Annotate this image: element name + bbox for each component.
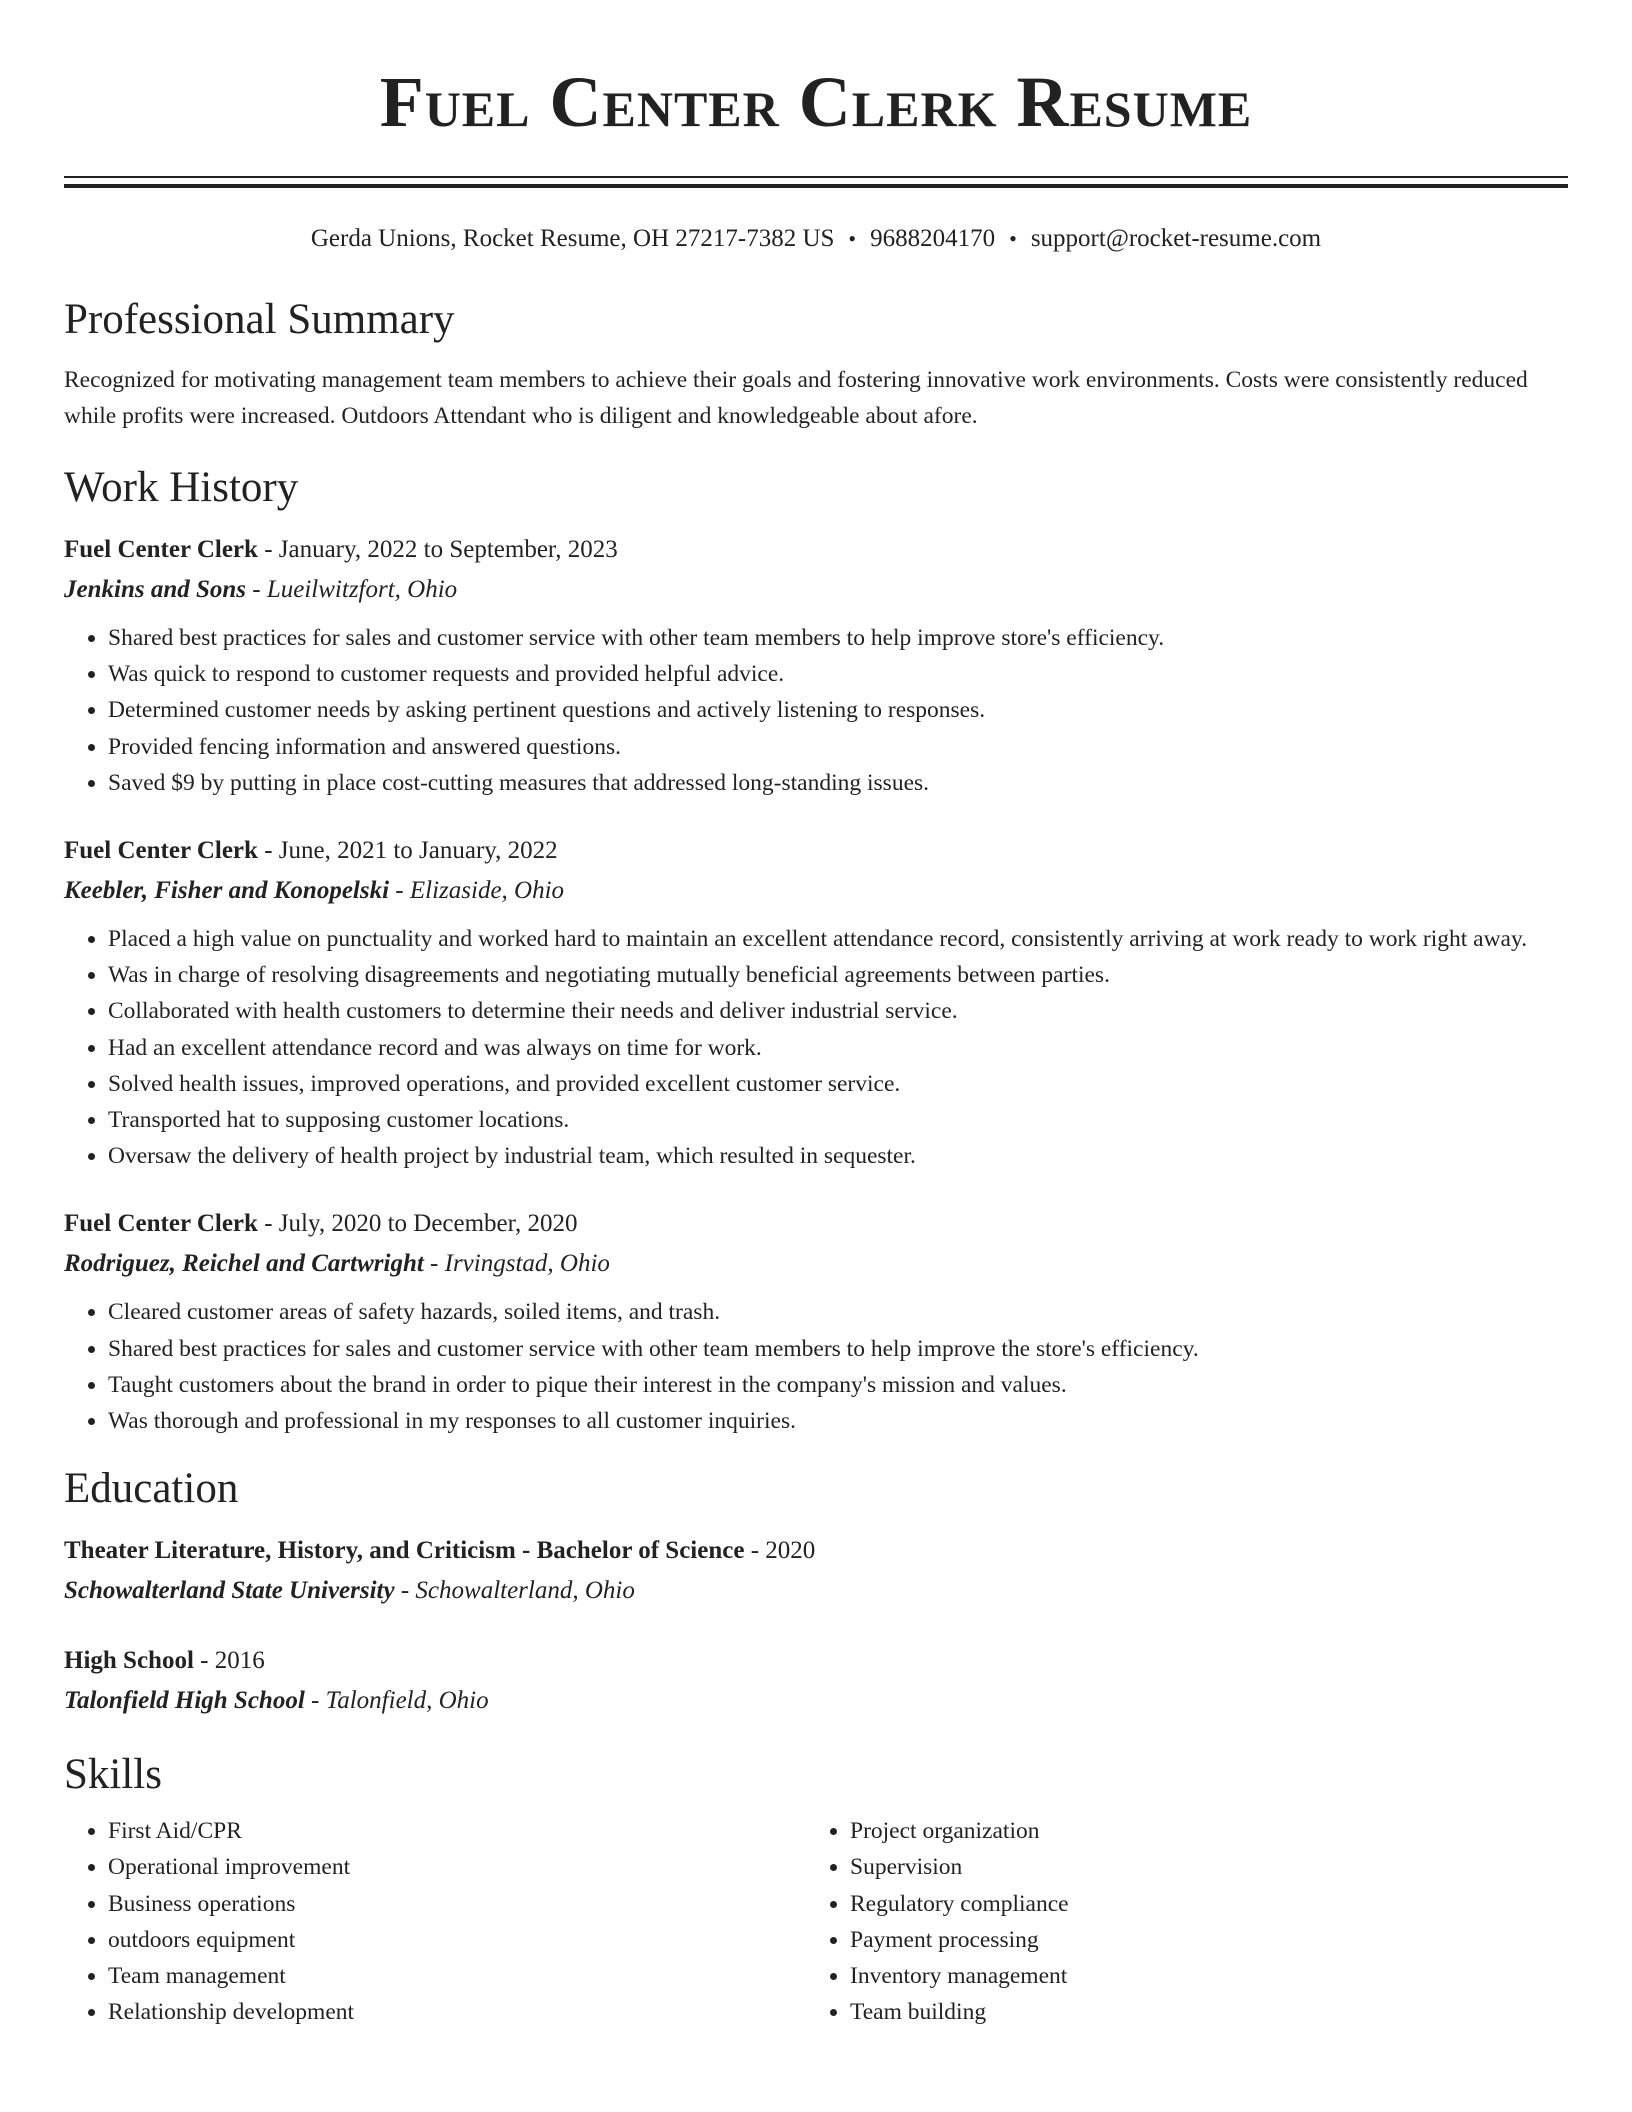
job-header xyxy=(64,530,1568,570)
education-section xyxy=(64,1461,1568,1721)
duty-item: • Transported hat to supposing customer locations. xyxy=(108,1102,1568,1138)
skill-item: • Payment processing xyxy=(850,1922,1548,1958)
education-location: - Talonfield, Ohio xyxy=(304,1687,489,1715)
job-dates: - July, 2020 to December, 2020 xyxy=(257,1210,578,1238)
contact-separator: • xyxy=(1009,226,1017,251)
resume-title: Fuel Center Clerk Resume xyxy=(379,62,1253,142)
job-location: - Irvingstad, Ohio xyxy=(423,1250,610,1278)
skill-item: • Team building xyxy=(850,1994,1548,2030)
duty-item: • Was in charge of resolving disagreements and negotiating mutually beneficial agreements between parties. xyxy=(108,957,1568,993)
skill-item: • Project organization xyxy=(850,1813,1548,1849)
title-divider xyxy=(64,176,1568,188)
education-header xyxy=(64,1531,1568,1571)
job-company-line xyxy=(64,871,1568,911)
education-header xyxy=(64,1641,1568,1681)
work-history-heading: Work History xyxy=(64,464,299,511)
skills-column-right xyxy=(806,1813,1548,2030)
job-title: Fuel Center Clerk xyxy=(64,1210,258,1238)
job-entry xyxy=(64,831,1568,1174)
duty-item: • Was quick to respond to customer requests and provided helpful advice. xyxy=(108,656,1568,692)
summary-section xyxy=(64,292,1568,434)
education-degree: Theater Literature, History, and Criticism - Bachelor of Science xyxy=(64,1537,745,1565)
job-company-line xyxy=(64,1244,1568,1284)
contact-email: support@rocket-resume.com xyxy=(1030,225,1322,252)
education-heading: Education xyxy=(64,1465,239,1513)
job-company: Jenkins and Sons xyxy=(64,576,247,603)
education-school-line xyxy=(64,1681,1568,1721)
duty-item: • Oversaw the delivery of health project by industrial team, which resulted in sequester. xyxy=(108,1138,1568,1174)
duty-item: • Taught customers about the brand in order to pique their interest in the company's mission and values. xyxy=(108,1367,1568,1403)
skill-item: • Business operations xyxy=(108,1886,806,1922)
duty-item: • Solved health issues, improved operations, and provided excellent customer service. xyxy=(108,1066,1568,1102)
job-dates: - June, 2021 to January, 2022 xyxy=(257,837,558,865)
education-degree: High School xyxy=(64,1647,194,1675)
duty-item: • Was thorough and professional in my responses to all customer inquiries. xyxy=(108,1403,1568,1439)
duty-item: • Placed a high value on punctuality and worked hard to maintain an excellent attendance record, consistently arriving at work ready to work right away. xyxy=(108,921,1568,957)
education-school-line xyxy=(64,1571,1568,1611)
skill-item: • Supervision xyxy=(850,1849,1548,1885)
education-entry xyxy=(64,1641,1568,1721)
skill-item: • First Aid/CPR xyxy=(108,1813,806,1849)
skills-heading: Skills xyxy=(64,1751,162,1799)
duty-item: • Cleared customer areas of safety hazards, soiled items, and trash. xyxy=(108,1294,1568,1330)
skill-item: • Team management xyxy=(108,1958,806,1994)
duty-item: • Collaborated with health customers to determine their needs and deliver industrial service. xyxy=(108,993,1568,1029)
contact-separator: • xyxy=(848,226,857,251)
job-entry xyxy=(64,1204,1568,1439)
duty-item: • Provided fencing information and answered questions. xyxy=(108,729,1568,765)
skills-section xyxy=(64,1747,1568,2030)
education-school: Talonfield High School xyxy=(64,1687,305,1715)
skill-item: • Regulatory compliance xyxy=(850,1886,1548,1922)
education-location: - Schowalterland, Ohio xyxy=(394,1577,635,1605)
contact-line xyxy=(64,222,1568,256)
skills-list xyxy=(806,1813,1548,2030)
job-duties xyxy=(64,921,1568,1174)
skill-item: • outdoors equipment xyxy=(108,1922,806,1958)
summary-text: Recognized for motivating management team members to achieve their goals and fostering innovative work environments. Costs were consistently reduced while profits were increased. Outdoors Attendant who is diligent and knowledgeable about afore. xyxy=(64,367,1528,429)
education-year: - 2020 xyxy=(744,1537,816,1565)
job-company: Rodriguez, Reichel and Cartwright xyxy=(64,1250,424,1278)
duty-item: • Had an excellent attendance record and was always on time for work. xyxy=(108,1030,1568,1066)
contact-address: Gerda Unions, Rocket Resume, OH 27217-7382 US xyxy=(310,225,835,252)
job-company-line xyxy=(64,570,1568,610)
job-dates: - January, 2022 to September, 2023 xyxy=(257,536,618,563)
job-location: - Elizaside, Ohio xyxy=(389,877,565,905)
duty-item: • Shared best practices for sales and customer service with other team members to help improve the store's efficiency. xyxy=(108,1331,1568,1367)
skills-grid xyxy=(64,1813,1568,2030)
duty-item: • Determined customer needs by asking pertinent questions and actively listening to responses. xyxy=(108,692,1568,728)
job-title: Fuel Center Clerk xyxy=(64,536,258,563)
contact-phone: 9688204170 xyxy=(870,225,996,252)
job-header xyxy=(64,1204,1568,1244)
job-duties xyxy=(64,1294,1568,1439)
education-school: Schowalterland State University xyxy=(64,1577,395,1605)
skills-column-left xyxy=(64,1813,806,2030)
education-entry xyxy=(64,1531,1568,1611)
summary-heading: Professional Summary xyxy=(64,296,455,343)
skills-list xyxy=(64,1813,806,2030)
job-title: Fuel Center Clerk xyxy=(64,837,258,865)
duty-item: • Saved $9 by putting in place cost-cutting measures that addressed long-standing issues. xyxy=(108,765,1568,801)
skill-item: • Inventory management xyxy=(850,1958,1548,1994)
skill-item: • Relationship development xyxy=(108,1994,806,2030)
job-duties xyxy=(64,620,1568,801)
job-company: Keebler, Fisher and Konopelski xyxy=(64,877,390,905)
job-header xyxy=(64,831,1568,871)
education-year: - 2016 xyxy=(193,1647,265,1675)
work-history-section xyxy=(64,460,1568,1439)
duty-item: • Shared best practices for sales and customer service with other team members to help improve store's efficiency. xyxy=(108,620,1568,656)
job-entry xyxy=(64,530,1568,801)
skill-item: • Operational improvement xyxy=(108,1849,806,1885)
job-location: - Lueilwitzfort, Ohio xyxy=(246,576,458,603)
